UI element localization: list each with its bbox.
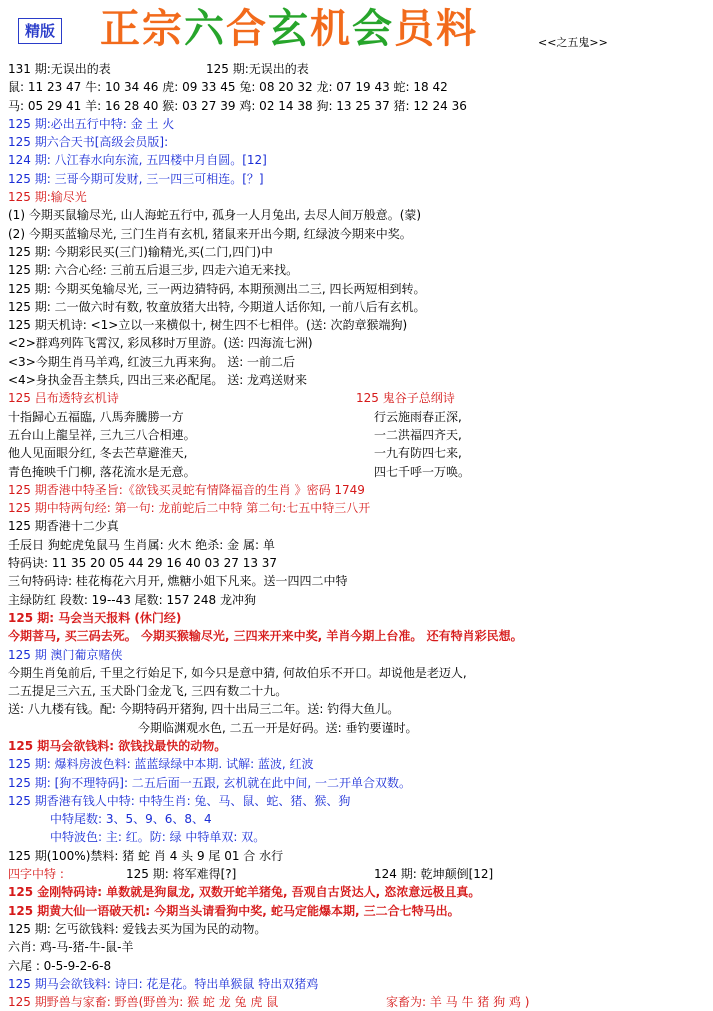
text-line: <4>身执金吾主禁兵, 四出三来必配尾。 送: 龙鸡送财来 [8, 373, 308, 388]
text-line: <3>今期生肖马羊鸡, 红波三九再来狗。 送: 一前二后 [8, 354, 296, 369]
poem-line [8, 426, 708, 444]
section-heading [8, 389, 708, 407]
text-line: 125 期马会欲钱料: 诗曰: 花是花。特出单猴鼠 特出双猪鸡 [8, 976, 319, 991]
title-char: 玄 [268, 5, 310, 52]
table-title: 125 期:无误出的表 [206, 62, 309, 76]
zodiac-number-row: 马: 05 29 41 羊: 16 28 40 猴: 03 27 39 鸡: 02 14 38 狗: 13 25 37 猪: 12 24 36 [8, 98, 467, 113]
title-char: 料 [436, 5, 478, 52]
text-line: 六尾 : 0-5-9-2-6-8 [8, 958, 112, 973]
poem-title: 125 鬼谷子总纲诗 [356, 391, 455, 406]
section-heading: 125 期:输尽光 [8, 190, 87, 205]
content [8, 60, 708, 1011]
title-char: 六 [184, 5, 226, 52]
text-line: 125 期: [狗不理特码]: 二五后面一五跟, 玄机就在此中间, 一二开单合双数。 [8, 775, 412, 790]
poem-text: 五台山上龍呈祥, 三九三八合相連。 [8, 427, 196, 442]
text: 125 期: 将军难得[?] [126, 867, 237, 882]
edition-badge: 精版 [18, 18, 62, 44]
page-title [100, 6, 478, 52]
text-line: 125 金刚特码诗: 单数就是狗鼠龙, 双数开蛇羊猪兔, 吾观自古贤达人, 恣浓意远极且真。 [8, 885, 481, 900]
text-line: 125 期中特两句经: 第一句: 龙前蛇后二中特 第二句:七五中特三八开 [8, 501, 371, 516]
text-line: 今期临渊观水色, 二五一开是好码。送: 垂钓要谨时。 [138, 720, 418, 735]
section-heading: 125 期: 马会当天报料 (休门经) [8, 610, 182, 625]
text-line: 三句特码诗: 桂花梅花六月开, 燋糖小姐下凡来。送一四四二中特 [8, 574, 348, 589]
text-line: 送: 八九楼有钱。配: 今期特码开猪狗, 四十出局三二年。送: 钓得大鱼儿。 [8, 702, 400, 717]
title-char: 正 [100, 5, 142, 52]
text-line: 125 期:必出五行中特: 金 土 火 [8, 116, 175, 131]
text-line: 125 期天机诗: <1>立以一来横似十, 树生四不七相伴。(送: 次韵章猴端狗) [8, 318, 408, 333]
text-line: 125 期: 三哥今期可发财, 三一四三可相连。[？] [8, 171, 264, 186]
text-line: <2>群鸡列阵飞霄汉, 彩凤移时万里游。(送: 四海流七洲) [8, 336, 313, 351]
poem-line [8, 444, 708, 462]
text-line: 今期菩马, 买三码去死。 今期买猴输尽光, 三四来开来中奖, 羊肖今期上台准。 还有特肖彩民想。 [8, 629, 523, 644]
poem-title: 125 吕布透特玄机诗 [8, 391, 119, 406]
text-line: 中特尾数: 3、5、9、6、8、4 [50, 812, 212, 827]
table-title: 131 期:无误出的表 [8, 62, 111, 76]
poem-text: 一九有防四七来, [374, 446, 462, 461]
poem-line [8, 408, 708, 426]
text-line: (2) 今期买蓝输尽光, 三门生肖有玄机, 猪鼠来开出今期, 红绿波今期来中奖。 [8, 226, 412, 241]
title-char: 员 [394, 5, 436, 52]
text: 125 期野兽与家畜: 野兽(野兽为: 猴 蛇 龙 兔 虎 鼠 [8, 995, 279, 1010]
text-line: 六肖: 鸡-马-猪-牛-鼠-羊 [8, 940, 134, 955]
text-line: 125 期香港有钱人中特: 中特生肖: 兔、马、鼠、蛇、猪、猴、狗 [8, 793, 351, 808]
poem-text: 青色掩映千门柳, 落花流水是无意。 [8, 464, 196, 479]
poem-text: 十指歸心五福臨, 八馬奔騰勝一方 [8, 409, 184, 424]
text-line: (1) 今期买鼠输尽光, 山人海蛇五行中, 孤身一人月兔出, 去尽人间万般意。(蒙) [8, 208, 422, 223]
label: 四字中特 : [8, 867, 64, 882]
text-line: 125 期: 六合心经: 三前五后退三步, 四走六追无来找。 [8, 263, 299, 278]
text-line: 125 期六合天书[高级会员版]: [8, 135, 169, 150]
text-line: 125 期: 爆料房波色料: 蓝蓝绿绿中本期. 试解: 蓝波, 红波 [8, 757, 314, 772]
header [0, 0, 713, 58]
text-line: 特码诀: 11 35 20 05 44 29 16 40 03 27 13 37 [8, 556, 278, 571]
section-heading: 125 期 澳门葡京赌侠 [8, 647, 123, 662]
text-line: 125 期: 乞丐欲钱料: 爱钱去买为国为民的动物。 [8, 921, 267, 936]
poem-line [8, 463, 708, 481]
text-line: 中特波色: 主: 红。防: 绿 中特单双: 双。 [50, 830, 266, 845]
title-char: 机 [310, 5, 352, 52]
text-line: 125 期马会欲钱料: 欲钱找最快的动物。 [8, 738, 227, 753]
poem-text: 行云施雨春正深, [374, 409, 462, 424]
text-line: 今期生肖兔前后, 千里之行始足下, 如今只是意中猜, 何故伯乐不开口。却说他是老迈人, [8, 665, 467, 680]
text-line: 壬辰日 狗蛇虎兔鼠马 生肖属: 火木 绝杀: 金 属: 单 [8, 537, 275, 552]
text: 家畜为: 羊 马 牛 猪 狗 鸡 ) [386, 995, 530, 1010]
text-line: 125 期: 今期彩民买(三门)输精光,买(二门,四门)中 [8, 244, 273, 259]
text-line [8, 865, 708, 883]
poem-text: 他人见面眼分红, 冬去芒草避淮天, [8, 446, 188, 461]
zodiac-number-row: 鼠: 11 23 47 牛: 10 34 46 虎: 09 33 45 兔: 08 20 32 龙: 07 19 43 蛇: 18 42 [8, 80, 448, 95]
text-line [8, 60, 708, 78]
text-line: 125 期香港中特圣旨:《欲钱买灵蛇有情降福音的生肖 》密码 1749 [8, 482, 365, 497]
text-line [8, 993, 708, 1011]
text-line: 125 期黄大仙一语破天机: 今期当头请看狗中奖, 蛇马定能爆本期, 三二合七特马出。 [8, 903, 460, 918]
poem-text: 四七千呼一万唤。 [374, 464, 471, 479]
title-char: 会 [352, 5, 394, 52]
text-line: 125 期香港十二少真 [8, 519, 119, 534]
text: 124 期: 乾坤颠倒[12] [374, 867, 494, 882]
text-line: 主绿防红 段数: 19--43 尾数: 157 248 龙冲狗 [8, 592, 256, 607]
text-line: 125 期: 今期买兔输尽光, 三一两边猜特码, 本期预测出二三, 四长两短相到转。 [8, 281, 426, 296]
text-line: 125 期: 二一做六时有数, 牧童放猪大出特, 今期道人话你知, 一前八后有玄机。 [8, 299, 426, 314]
text-line: 125 期(100%)禁料: 猪 蛇 肖 4 头 9 尾 01 合 水行 [8, 848, 284, 863]
title-char: 宗 [142, 5, 184, 52]
text-line: 二五提足三六五, 玉犬卧门金龙飞, 三四有数二十九。 [8, 684, 288, 699]
poem-text: 一二洪福四齐天, [374, 427, 462, 442]
text-line: 124 期: 八江春水向东流, 五四楼中月自圆。[12] [8, 153, 267, 168]
title-char: 合 [226, 5, 268, 52]
page-subtitle: <<之五鬼>> [538, 36, 608, 49]
